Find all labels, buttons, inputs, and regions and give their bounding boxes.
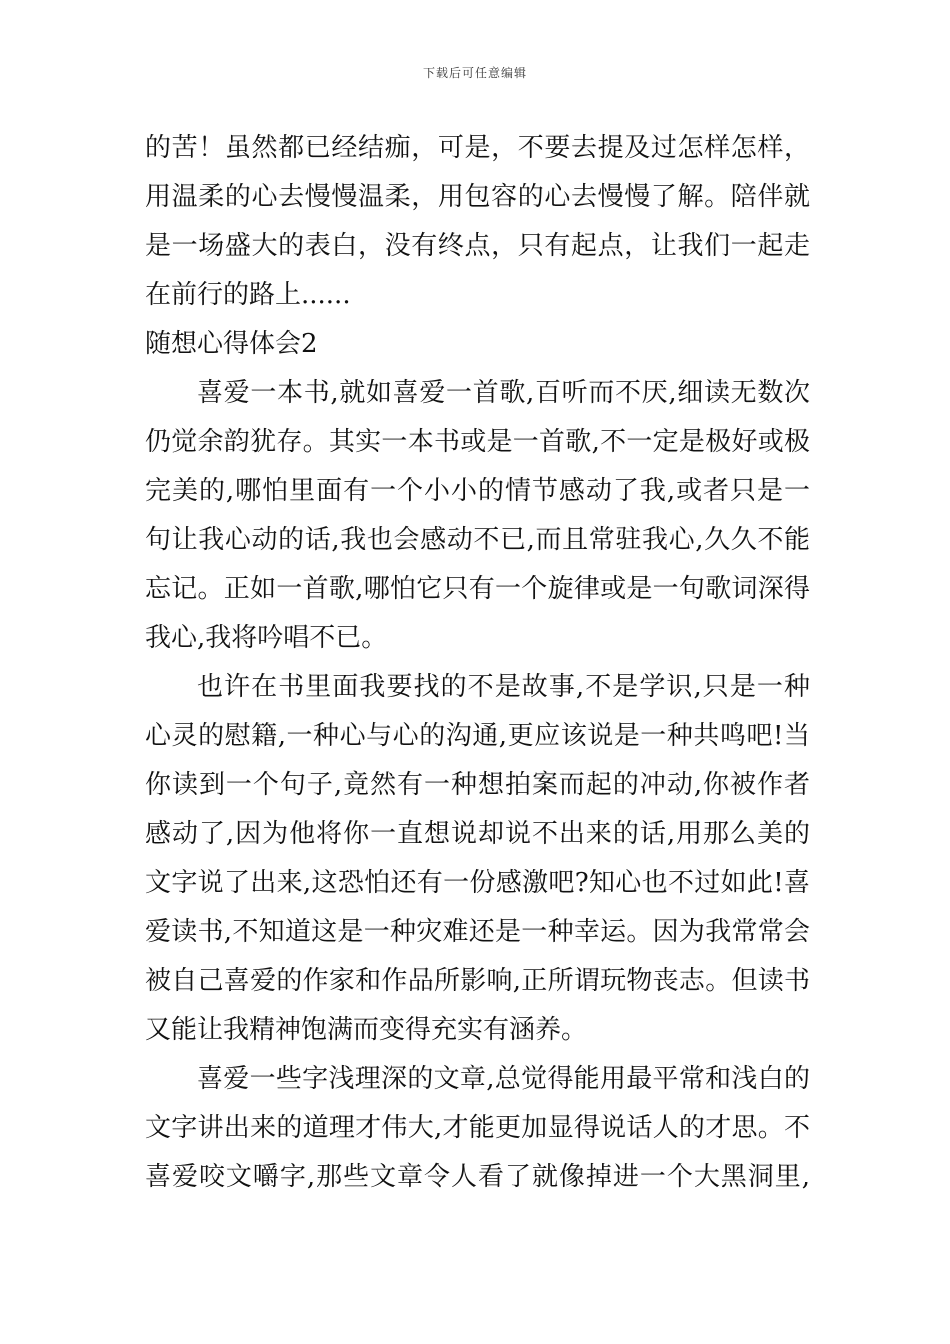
document-body xyxy=(145,124,810,1202)
text-line: 被自己喜爱的作家和作品所影响,正所谓玩物丧志。但读书 xyxy=(145,966,810,996)
paragraph xyxy=(145,369,810,663)
text-line: 又能让我精神饱满而变得充实有涵养。 xyxy=(145,1015,588,1045)
page-header-note: 下载后可任意编辑 xyxy=(422,66,527,80)
text-line: 也许在书里面我要找的不是故事,不是学识,只是一种 xyxy=(197,672,810,702)
text-line: 仍觉余韵犹存。其实一本书或是一首歌,不一定是极好或极 xyxy=(145,427,810,457)
text-line: 文字说了出来,这恐怕还有一份感激吧?知心也不过如此!喜 xyxy=(145,868,810,898)
text-line: 感动了,因为他将你一直想说却说不出来的话,用那么美的 xyxy=(145,819,810,849)
continued-paragraph xyxy=(145,124,810,320)
text-line: 文字讲出来的道理才伟大,才能更加显得说话人的才思。不 xyxy=(145,1113,810,1143)
text-line: 心灵的慰籍,一种心与心的沟通,更应该说是一种共鸣吧!当 xyxy=(145,721,810,751)
text-line: 喜爱咬文嚼字,那些文章令人看了就像掉进一个大黑洞里, xyxy=(145,1162,810,1192)
text-line: 在前行的路上...... xyxy=(145,280,351,310)
text-line: 用温柔的心去慢慢温柔，用包容的心去慢慢了解。陪伴就 xyxy=(145,182,810,212)
text-line: 爱读书,不知道这是一种灾难还是一种幸运。因为我常常会 xyxy=(145,917,810,947)
text-line: 你读到一个句子,竟然有一种想拍案而起的冲动,你被作者 xyxy=(145,770,810,800)
text-line: 句让我心动的话,我也会感动不已,而且常驻我心,久久不能 xyxy=(145,525,810,555)
text-line: 喜爱一本书,就如喜爱一首歌,百听而不厌,细读无数次 xyxy=(197,378,810,408)
section-title: 随想心得体会2 xyxy=(145,329,318,359)
text-line: 忘记。正如一首歌,哪怕它只有一个旋律或是一句歌词深得 xyxy=(145,574,810,604)
text-line: 是一场盛大的表白，没有终点，只有起点，让我们一起走 xyxy=(145,231,810,261)
paragraph xyxy=(145,663,810,1055)
paragraph xyxy=(145,1055,810,1202)
text-line: 完美的,哪怕里面有一个小小的情节感动了我,或者只是一 xyxy=(145,476,810,506)
text-line: 喜爱一些字浅理深的文章,总觉得能用最平常和浅白的 xyxy=(197,1064,810,1094)
text-line: 我心,我将吟唱不已。 xyxy=(145,623,388,653)
text-line: 的苦！虽然都已经结痂，可是，不要去提及过怎样怎样， xyxy=(145,133,810,163)
